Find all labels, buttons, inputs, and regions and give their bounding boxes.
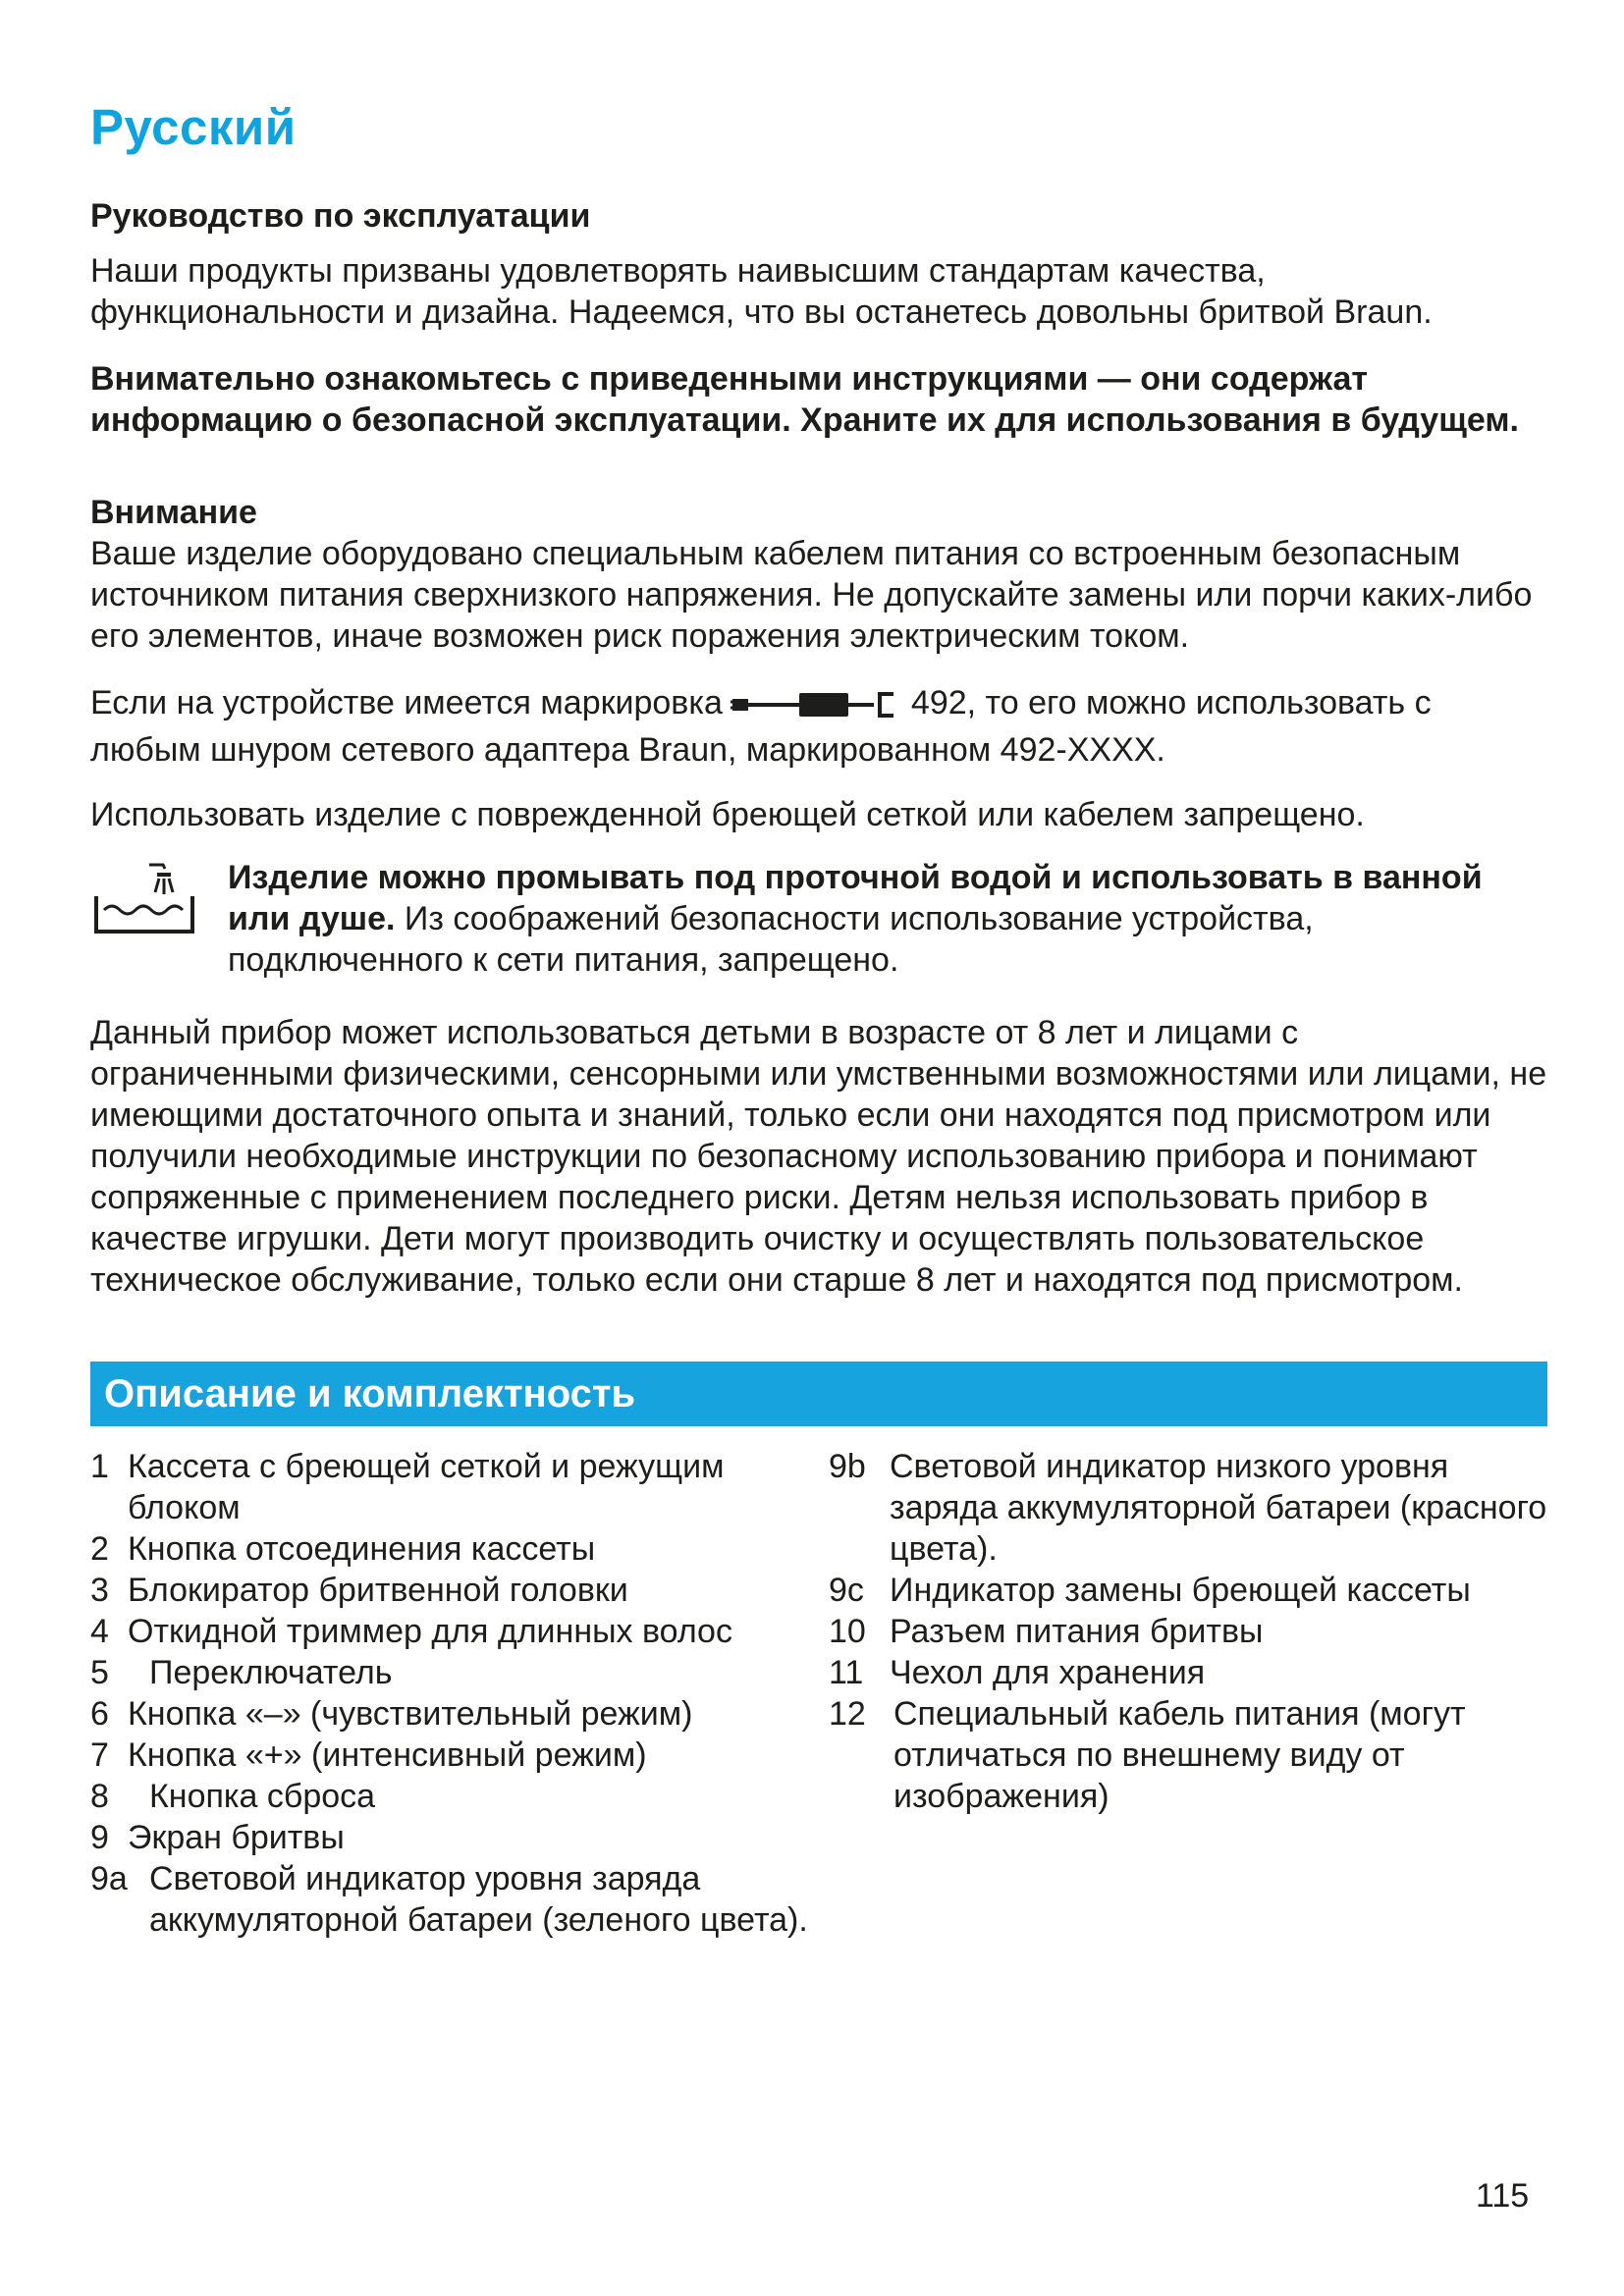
list-item: [829, 1570, 1547, 1611]
item-number: 8: [90, 1778, 109, 1815]
item-number: 7: [90, 1736, 109, 1774]
item-text: Кассета с бреющей сеткой и режущим блоком: [128, 1448, 725, 1526]
bath-shower-notice: [90, 857, 1547, 981]
description-heading: Описание и комплектность: [90, 1362, 1547, 1426]
warning-title: Внимание: [90, 494, 257, 531]
list-item: [90, 1817, 829, 1858]
read-instructions-warning: Внимательно ознакомьтесь с приведенными инструкциями — они содержат информацию о безопасной эксплуатации. Храните их для использования в будущем.: [90, 360, 1519, 439]
item-text: Специальный кабель питания (могут отличаться по внешнему виду от изображения): [893, 1695, 1466, 1815]
parts-list: [90, 1446, 1547, 1941]
bathtub-shower-icon: [90, 857, 228, 942]
list-item: [829, 1446, 1547, 1570]
item-text: Переключатель: [149, 1654, 393, 1691]
list-item: [829, 1652, 1547, 1693]
list-item: [90, 1693, 829, 1735]
item-number: 9c: [829, 1572, 864, 1609]
item-number: 3: [90, 1572, 109, 1609]
item-text: Индикатор замены бреющей кассеты: [890, 1572, 1471, 1609]
item-text: Откидной триммер для длинных волос: [128, 1613, 732, 1650]
intro-paragraph: Наши продукты призваны удовлетворять наивысшим стандартам качества, функциональности и дизайна. Надеемся, что вы останетесь довольны бритвой Braun.: [90, 252, 1433, 331]
parts-list-right: [829, 1446, 1547, 1941]
power-supply-symbol-icon: [731, 688, 905, 729]
item-number: 12: [829, 1695, 866, 1733]
list-item: [90, 1570, 829, 1611]
item-text: Экран бритвы: [128, 1819, 345, 1856]
parts-list-left: [90, 1446, 829, 1941]
item-number: 9: [90, 1819, 109, 1856]
list-item: [829, 1693, 1547, 1817]
item-number: 9b: [829, 1448, 866, 1485]
list-item: [90, 1735, 829, 1776]
warning-paragraph: Ваше изделие оборудовано специальным кабелем питания со встроенным безопасным источником питания сверхнизкого напряжения. Не допускайте замены или порчи каких-либо его элементов, иначе возможен риск поражения электрическим током.: [90, 535, 1533, 655]
list-item: [829, 1611, 1547, 1652]
item-number: 4: [90, 1613, 109, 1650]
manual-page: [90, 98, 1547, 1941]
item-text: Световой индикатор низкого уровня заряда аккумуляторной батареи (красного цвета).: [890, 1448, 1547, 1568]
marking-text-after: 492, то его можно использовать с любым шнуром сетевого адаптера Braun, маркированном 492-XXXX.: [90, 684, 1432, 769]
list-item: [90, 1528, 829, 1570]
item-text: Кнопка «–» (чувствительный режим): [128, 1695, 693, 1733]
list-item: [90, 1446, 829, 1528]
item-text: Блокиратор бритвенной головки: [128, 1572, 628, 1609]
item-number: 1: [90, 1448, 109, 1485]
list-item: [90, 1776, 829, 1817]
item-number: 2: [90, 1530, 109, 1568]
item-number: 11: [829, 1654, 864, 1691]
item-text: Кнопка отсоединения кассеты: [128, 1530, 596, 1568]
item-number: 10: [829, 1613, 866, 1650]
item-text: Чехол для хранения: [890, 1654, 1206, 1691]
item-text: Кнопка «+» (интенсивный режим): [128, 1736, 647, 1774]
item-number: 5: [90, 1654, 109, 1691]
item-number: 9a: [90, 1860, 128, 1897]
item-text: Кнопка сброса: [149, 1778, 376, 1815]
manual-heading: Руководство по эксплуатации: [90, 197, 591, 235]
list-item: [90, 1611, 829, 1652]
list-item: [90, 1858, 829, 1941]
damaged-foil-warning: Использовать изделие с поврежденной бреющей сеткой или кабелем запрещено.: [90, 796, 1365, 833]
bath-bold-text: Изделие можно промывать под проточной водой и использовать в ванной или душе.: [228, 859, 1483, 937]
item-text: Световой индикатор уровня заряда аккумуляторной батареи (зеленого цвета).: [149, 1860, 808, 1939]
language-title: Русский: [90, 99, 297, 155]
bath-shower-text: [228, 857, 1547, 981]
marking-paragraph: [90, 682, 1547, 771]
item-number: 6: [90, 1695, 109, 1733]
children-paragraph: Данный прибор может использоваться детьми в возрасте от 8 лет и лицами с ограниченными физическими, сенсорными или умственными возможностями или лицами, не имеющими достаточного опыта и знаний, только если они находятся под присмотром или получили необходимые инструкции по безопасному использованию прибора и понимают сопряженные с применением последнего риски. Детям нельзя использовать прибор в качестве игрушки. Дети могут производить очистку и осуществлять пользовательское техническое обслуживание, только если они старше 8 лет и находятся под присмотром.: [90, 1014, 1547, 1299]
list-item: [90, 1652, 829, 1693]
bath-rest-text: Из соображений безопасности использование устройства, подключенного к сети питания, запрещено.: [228, 900, 1314, 979]
item-text: Разъем питания бритвы: [890, 1613, 1264, 1650]
marking-text-before: Если на устройстве имеется маркировка: [90, 684, 723, 721]
page-number: 115: [1476, 2177, 1530, 2215]
